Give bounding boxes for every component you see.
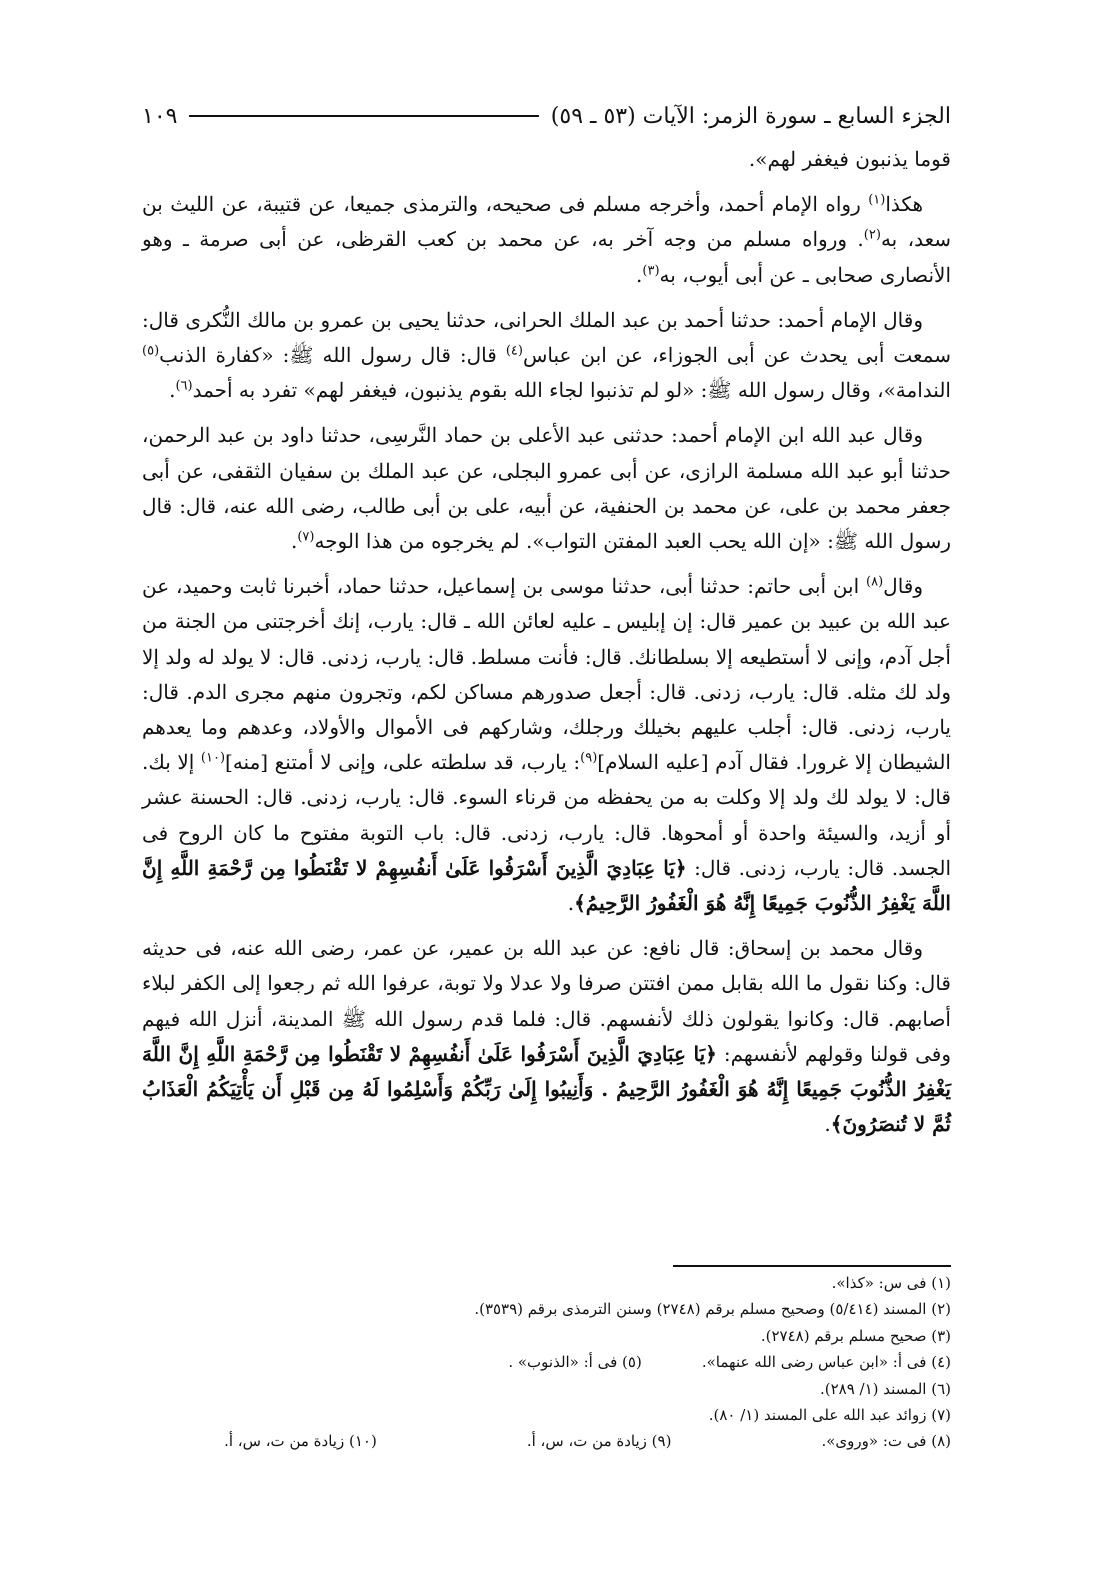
footnote: (١) فى س: «كذا». [831, 1274, 951, 1292]
text-run: إلا بك. قال: لا يولد لك ولد إلا وكلت به من يحفظه من قرناء السوء. قال: يارب، زدنى. قال: الحسنة عشر أو أزيد، والسيئة واحدة أو أمحوها. قال: يارب، زدنى. قال: باب التوبة مفتوح ما كان الروح فى الجسد. قال: يارب، زدنى. قال: [142, 750, 952, 880]
text-run: . [567, 891, 575, 916]
footnote-row [142, 1428, 951, 1454]
text-run: . [169, 378, 176, 403]
footnote-separator [673, 1265, 951, 1267]
footnote: (١٠) زيادة من ت، س، أ. [224, 1432, 377, 1451]
footnote: (٣) صحيح مسلم برقم (٢٧٤٨). [760, 1326, 951, 1345]
text-run: . [824, 1112, 831, 1137]
page-number: ١٠٩ [142, 103, 178, 129]
footnote-ref: (٢) [863, 227, 881, 243]
paragraph [142, 569, 951, 921]
running-header [142, 96, 951, 136]
text-run: . [636, 262, 643, 287]
footnote: (٥) فى أ: «الذنوب» . [508, 1353, 642, 1372]
paragraph [142, 418, 951, 559]
text-run: . ورواه مسلم من وجه آخر به، عن محمد بن كعب القرظى، عن أبى صرمة ـ وهو الأنصارى صحابى ـ عن أبى أيوب، به [142, 227, 951, 287]
footnote: (٦) المسند (١/ ٢٨٩). [819, 1379, 951, 1398]
text-run: . [290, 529, 298, 554]
footnote-ref: (٦) [175, 378, 193, 394]
paragraph [142, 142, 951, 177]
footnote: (٨) فى ت: «وروى». [821, 1432, 951, 1451]
footnote-ref: (٤) [505, 343, 523, 359]
text-run: وقال الإمام أحمد: حدثنا أحمد بن عبد الملك الحرانى، حدثنا يحيى بن عمرو بن مالك النُّكرى قال: سمعت أبى يحدث عن أبى الجوزاء، عن ابن عباس [142, 307, 951, 368]
footnote: (٧) زوائد عبد الله على المسند (١/ ٨٠). [708, 1406, 951, 1425]
text-run: قوما يذنبون فيغفر لهم». [748, 147, 951, 171]
text-run: وقال عبد الله ابن الإمام أحمد: حدثنى عبد الأعلى بن حماد النَّرسِى، حدثنا داود بن عبد الرحمن، حدثنا أبو عبد الله مسلمة الرازى، عن أبى عمرو البجلى، عن عبد الملك بن سفيان الثقفى، عن أبى جعفر محمد بن على، عن محمد بن الحنفية، عن أبيه، على بن أبى طالب، رضى الله عنه، قال: قال رسول الله ﷺ: «إن الله يحب العبد المفتن التواب». لم يخرجوه من هذا الوجه [142, 423, 951, 554]
text-run: وقال محمد بن إسحاق: قال نافع: عن عبد الله بن عمير، عن عمر، رضى الله عنه، فى حديثه قال: وكنا نقول ما الله بقابل ممن افتتن صرفا ولا عدلا ولا توبة، عرفوا الله ثم رجعوا إلى الكفر لبلاء أصابهم. قال: وكانوا يقولون ذلك لأنفسهم. قال: فلما قدم رسول الله ﷺ المدينة، أنزل الله فيهم وفى قولنا وقولهم لأنفسهم: [142, 936, 952, 1066]
footnote: (٩) زيادة من ت، س، أ. [526, 1432, 672, 1451]
footnote: (٤) فى أ: «ابن عباس رضى الله عنهما». [701, 1353, 951, 1372]
footnote: (٢) المسند (٥/٤١٤) وصحيح مسلم برقم (٢٧٤٨) وسنن الترمذى برقم (٣٥٣٩). [474, 1300, 951, 1319]
footnote-ref: (١) [868, 192, 886, 208]
footnotes [142, 1270, 951, 1455]
header-title: الجزء السابع ـ سورة الزمر: الآيات (٥٣ ـ ٥٩) [550, 103, 951, 129]
header-rule [189, 115, 538, 117]
main-text [142, 142, 951, 1152]
footnote-ref: (٧) [297, 529, 315, 545]
paragraph [142, 931, 951, 1142]
text-run: قال: قال رسول الله ﷺ: «كفارة الذنب [159, 343, 506, 368]
footnote-ref: (٩) [580, 750, 598, 766]
quran-verse: ﴿يَا عِبَادِيَ الَّذِينَ أَسْرَفُوا عَلَىٰ أَنفُسِهِمْ لا تَقْنَطُوا مِن رَّحْمَةِ اللَّهِ إِنَّ اللَّهَ يَغْفِرُ الذُّنُوبَ جَمِيعًا إِنَّهُ هُوَ الْغَفُورُ الرَّحِيمُ﴾ [142, 855, 951, 916]
text-run: ابن أبى حاتم: حدثنا أبى، حدثنا موسى بن إسماعيل، حدثنا حماد، أخبرنا ثابت وحميد، عن عبد الله بن عبيد بن عمير قال: إن إبليس ـ عليه لعائن الله ـ قال: يارب، إنك أخرجتنى من الجنة من أجل آدم، وإنى لا أستطيعه إلا بسلطانك. قال: فأنت مسلط. قال: يارب، زدنى. قال: لا يولد له ولد إلا ولد لك مثله. قال: يارب، زدنى. قال: أجعل صدورهم مساكن لكم، وتجرون منهم مجرى الدم. قال: يارب، زدنى. قال: أجلب عليهم بخيلك ورجلك، وشاركهم فى الأموال والأولاد، وعدهم وما يعدهم الشيطان إلا غرورا. فقال آدم [عليه السلام] [142, 574, 951, 775]
text-run: وقال [883, 574, 923, 599]
text-run: : يارب، قد سلطته على، وإنى لا أمتنع [منه] [225, 750, 581, 775]
paragraph [142, 303, 951, 409]
text-run: الندامة»، وقال رسول الله ﷺ: «لو لم تذنبوا لجاء الله بقوم يذنبون، فيغفر لهم» تفرد به أحمد [192, 378, 951, 403]
footnote-ref: (٥) [142, 343, 160, 359]
footnote-ref: (٣) [642, 262, 660, 278]
paragraph [142, 187, 951, 293]
text-run: هكذا [885, 192, 923, 217]
quran-verse: ﴿يَا عِبَادِيَ الَّذِينَ أَسْرَفُوا عَلَىٰ أَنفُسِهِمْ لا تَقْنَطُوا مِن رَّحْمَةِ اللَّهِ إِنَّ اللَّهَ يَغْفِرُ الذُّنُوبَ جَمِيعًا إِنَّهُ هُوَ الْغَفُورُ الرَّحِيمُ . وَأَنِيبُوا إِلَىٰ رَبِّكُمْ وَأَسْلِمُوا لَهُ مِن قَبْلِ أَن يَأْتِيَكُمُ الْعَذَابُ ثُمَّ لا تُنصَرُونَ﴾ [142, 1041, 951, 1137]
footnote-ref: (٨) [866, 574, 884, 590]
footnote-ref: (١٠) [200, 750, 226, 766]
text-run: رواه الإمام أحمد، وأخرجه مسلم فى صحيحه، والترمذى جميعا، عن قتيبة، عن الليث بن سعد، به [142, 192, 951, 252]
footnote-row [142, 1349, 951, 1375]
